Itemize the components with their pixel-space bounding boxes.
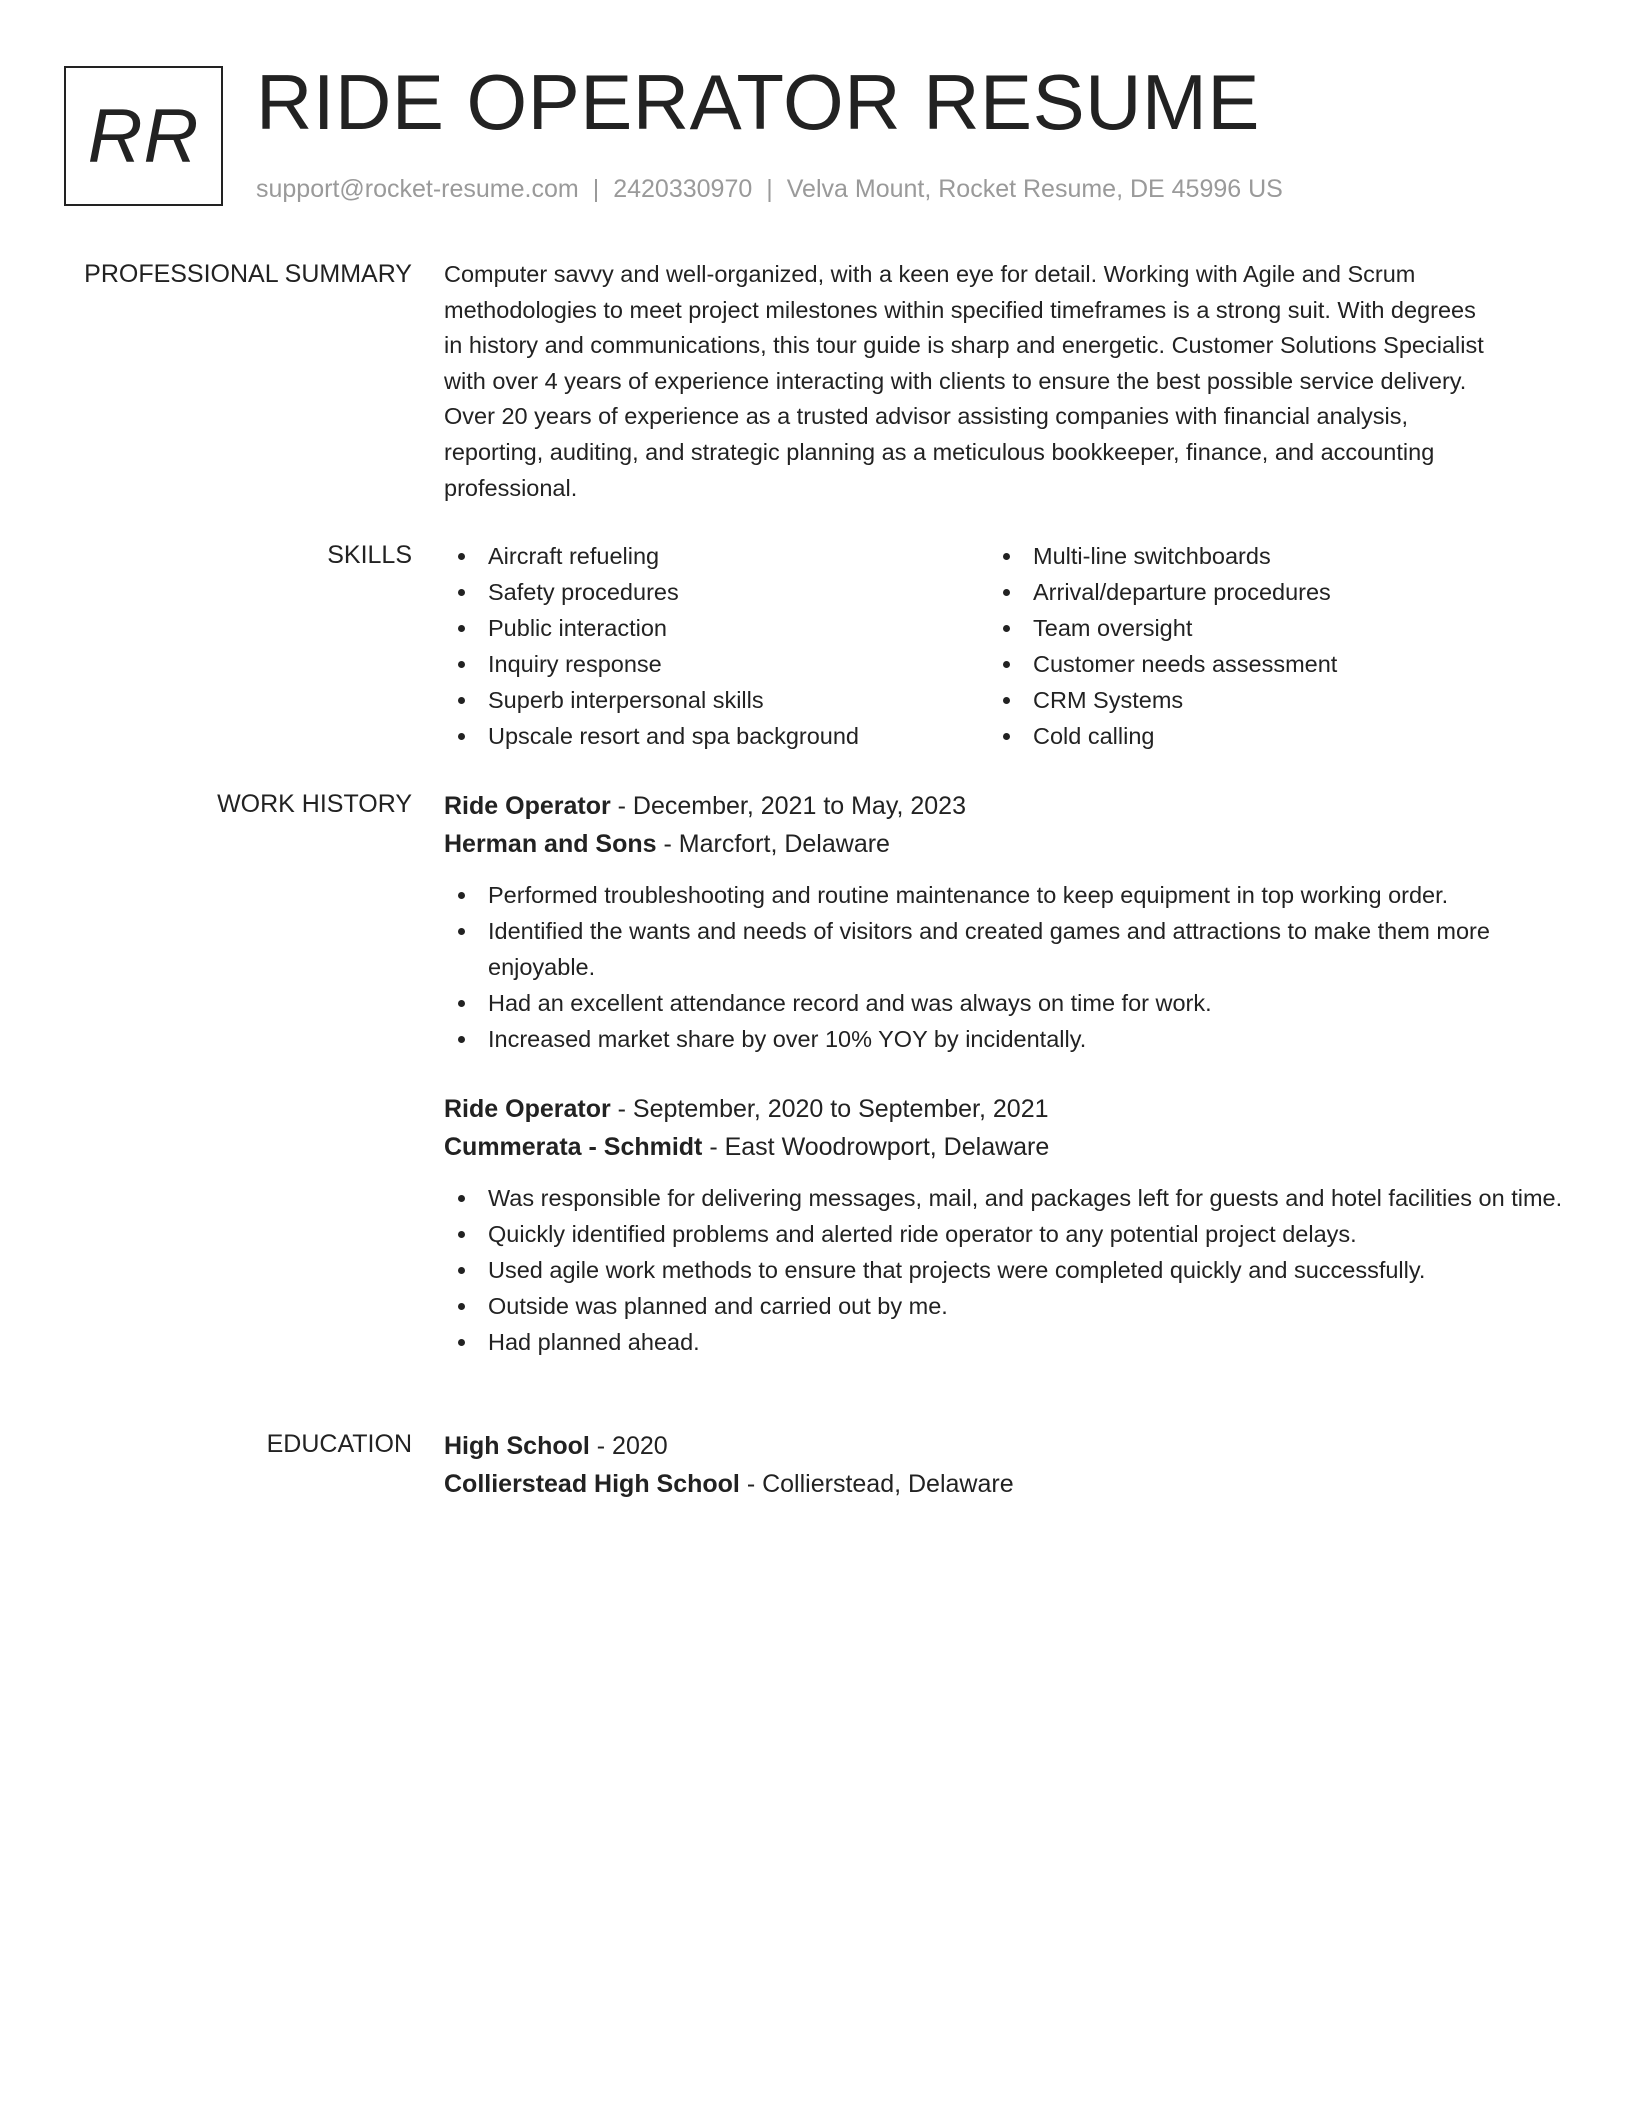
skill-item: Safety procedures — [444, 574, 989, 610]
job-bullet: Had planned ahead. — [444, 1324, 1564, 1360]
summary-line: in history and communications, this tour guide is sharp and energetic. Customer Solutions Specialist — [444, 332, 1484, 359]
contact-line — [256, 172, 1283, 206]
job-bullet: Identified the wants and needs of visitors and created games and attractions to make them more enjoyable. — [444, 913, 1564, 985]
education-degree: High School — [444, 1432, 590, 1460]
job-company-line — [444, 825, 1564, 863]
page-title: RIDE OPERATOR RESUME — [256, 58, 1260, 146]
job-company-line — [444, 1128, 1564, 1166]
job-bullet: Performed troubleshooting and routine maintenance to keep equipment in top working order. — [444, 877, 1564, 913]
skill-item: Arrival/departure procedures — [989, 574, 1534, 610]
summary-text — [444, 257, 1564, 506]
contact-separator: | — [766, 175, 773, 203]
summary-line: professional. — [444, 474, 578, 501]
summary-line: reporting, auditing, and strategic planning as a meticulous bookkeeper, finance, and accounting — [444, 438, 1435, 465]
skill-item: Aircraft refueling — [444, 538, 989, 574]
job-bullets — [444, 1180, 1564, 1360]
skill-item: Inquiry response — [444, 646, 989, 682]
job-bullet: Used agile work methods to ensure that projects were completed quickly and successfully. — [444, 1252, 1564, 1288]
education-school: Collierstead High School — [444, 1470, 740, 1498]
education-body — [444, 1427, 1564, 1503]
section-heading-education: EDUCATION — [266, 1430, 412, 1458]
section-heading-summary: PROFESSIONAL SUMMARY — [84, 260, 412, 288]
skills-grid — [444, 538, 1564, 754]
job-bullet: Outside was planned and carried out by me. — [444, 1288, 1564, 1324]
skill-item: Cold calling — [989, 718, 1534, 754]
summary-line: Over 20 years of experience as a trusted advisor assisting companies with financial analysis, — [444, 403, 1408, 430]
job-title-line — [444, 1090, 1564, 1128]
education-location: - Collierstead, Delaware — [739, 1470, 1014, 1498]
education-school-line — [444, 1465, 1564, 1503]
skills-body — [444, 538, 1564, 754]
skill-item: CRM Systems — [989, 682, 1534, 718]
section-heading-work-history: WORK HISTORY — [217, 790, 412, 818]
job-dates: - December, 2021 to May, 2023 — [610, 792, 966, 820]
monogram-logo: RR — [64, 66, 223, 206]
job-location: - East Woodrowport, Delaware — [702, 1133, 1050, 1161]
job-bullet: Quickly identified problems and alerted ride operator to any potential project delays. — [444, 1216, 1564, 1252]
job-entry — [444, 787, 1564, 1057]
skill-item: Team oversight — [989, 610, 1534, 646]
skill-item: Multi-line switchboards — [989, 538, 1534, 574]
skills-column-left — [444, 538, 989, 754]
job-bullets — [444, 877, 1564, 1057]
summary-line: with over 4 years of experience interacting with clients to ensure the best possible service delivery. — [444, 367, 1467, 394]
job-title: Ride Operator — [444, 1095, 611, 1123]
job-dates: - September, 2020 to September, 2021 — [610, 1095, 1049, 1123]
skill-item: Customer needs assessment — [989, 646, 1534, 682]
contact-separator: | — [592, 175, 600, 203]
contact-address: Velva Mount, Rocket Resume, DE 45996 US — [786, 175, 1283, 203]
summary-line: Computer savvy and well-organized, with a keen eye for detail. Working with Agile and Scrum — [444, 261, 1416, 287]
job-entry — [444, 1090, 1564, 1360]
summary-line: methodologies to meet project milestones within specified timeframes is a strong suit. With degrees — [444, 296, 1476, 323]
job-bullet: Increased market share by over 10% YOY by incidentally. — [444, 1021, 1564, 1057]
section-heading-skills: SKILLS — [327, 541, 412, 569]
skills-column-right — [989, 538, 1534, 754]
job-company: Herman and Sons — [444, 830, 657, 858]
education-degree-line — [444, 1427, 1564, 1465]
job-location: - Marcfort, Delaware — [656, 830, 890, 858]
job-bullet: Was responsible for delivering messages, mail, and packages left for guests and hotel facilities on time. — [444, 1180, 1564, 1216]
contact-phone[interactable]: 2420330970 — [613, 175, 753, 203]
skill-item: Superb interpersonal skills — [444, 682, 989, 718]
skill-item: Upscale resort and spa background — [444, 718, 989, 754]
education-year: - 2020 — [589, 1432, 668, 1460]
job-title-line — [444, 787, 1564, 825]
contact-email[interactable]: support@rocket-resume.com — [256, 175, 579, 203]
job-title: Ride Operator — [444, 792, 611, 820]
job-bullet: Had an excellent attendance record and was always on time for work. — [444, 985, 1564, 1021]
job-company: Cummerata - Schmidt — [444, 1133, 703, 1161]
skill-item: Public interaction — [444, 610, 989, 646]
